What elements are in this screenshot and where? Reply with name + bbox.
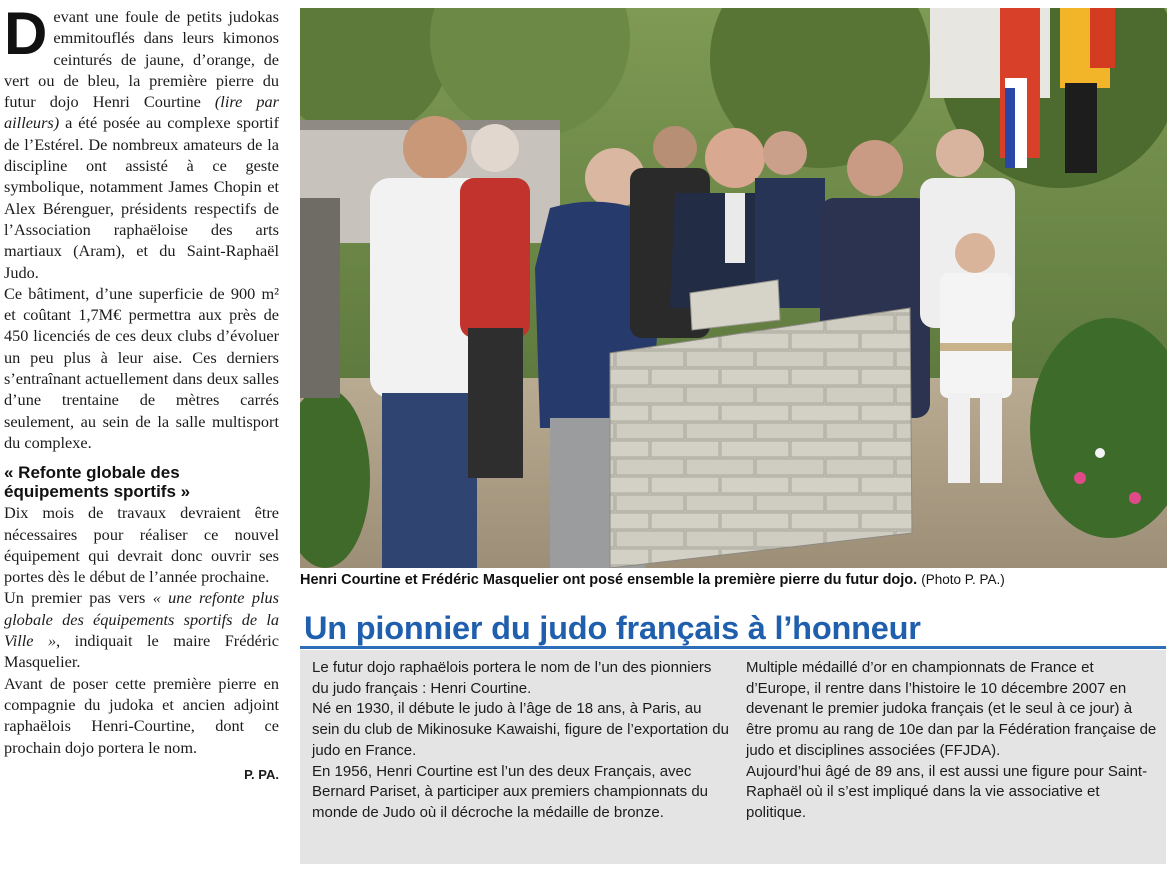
article-lead: evant une foule de petits judokas emmitouflés dans leurs kimonos ceinturés de jaune, d’orange, de vert ou de bleu, la première pierre du futur dojo Henri Courtine xyxy=(4,7,279,112)
info-box xyxy=(300,650,1166,864)
info-paragraph: Né en 1930, il débute le judo à l’âge de 18 ans, à Paris, au sein du club de Mikinosuke Kawaishi, figure de l’exportation du judo en France. xyxy=(312,700,729,759)
article-paragraph-2: Ce bâtiment, d’une superficie de 900 m² et coûtant 1,7M€ permettra aux près de 450 licenciés de ces deux clubs d’évoluer un peu plus à leur aise. Ces derniers s’entraînant actuellement dans deux salles d’une trentaine de mètres carrés seulement, au sein de la salle multisport du complexe. xyxy=(4,283,279,452)
article-paragraph-3: Dix mois de travaux devraient être nécessaires pour réaliser ce nouvel équipement qui devrait donc ouvrir ses portes dès le début de l’année prochaine. xyxy=(4,503,279,587)
info-paragraph: Multiple médaillé d’or en championnats de France et d’Europe, il rentre dans l’histoire le 10 décembre 2007 en devenant le premier judoka français (et le seul à ce jour) à être promu au rang de 10e dan par la Fédération française de judo et disciplines associées (FFJDA). xyxy=(746,659,1157,759)
article-lead-italic: (lire par ailleurs) xyxy=(4,92,279,133)
p4-start: Un premier pas vers xyxy=(4,588,153,608)
article-paragraph-5: Avant de poser cette première pierre en compagnie du judoka et ancien adjoint raphaëlois Henri-Courtine, dont ce prochain dojo portera le nom. xyxy=(4,673,279,757)
info-column-1 xyxy=(312,658,732,824)
article-column xyxy=(4,0,279,785)
info-paragraph: Aujourd’hui âgé de 89 ans, il est aussi une figure pour Saint-Raphaël où il s’est impliqué dans la vie associative et politique. xyxy=(746,762,1148,821)
headline-rule xyxy=(300,646,1166,649)
sidebar-headline: Un pionnier du judo français à l’honneur xyxy=(304,610,921,646)
caption-text: Henri Courtine et Frédéric Masquelier ont posé ensemble la première pierre du futur dojo. xyxy=(300,572,918,588)
article-lead-cont: a été posée au complexe sportif de l’Estérel. De nombreux amateurs de la discipline ont assisté à ce geste symbolique, notamment James Chopin et Alex Bérenguer, présidents respectifs de l’Association raphaëloise des arts martiaux (Aram), et du Saint-Raphaël Judo. xyxy=(4,113,279,282)
drop-cap: D xyxy=(4,0,48,67)
p4-italic-quote: « une refonte plus globale des équipements sportifs de la Ville » xyxy=(4,588,279,651)
article-paragraph-4 xyxy=(4,587,279,672)
photo-credit: (Photo P. PA.) xyxy=(921,572,1005,587)
p4-end: , indiquait le maire Frédéric Masquelier. xyxy=(4,631,279,672)
info-paragraph: Le futur dojo raphaëlois portera le nom de l’un des pionniers du judo français : Henri Courtine. xyxy=(312,659,712,697)
info-column-2 xyxy=(746,658,1158,824)
info-paragraph: En 1956, Henri Courtine est l’un des deux Français, avec Bernard Pariset, à participer aux premiers championnats du monde de Judo où il décroche la médaille de bronze. xyxy=(312,762,709,821)
article-paragraph-1 xyxy=(4,0,279,283)
photo-caption xyxy=(300,572,1168,588)
article-subhead: « Refonte globale des équipements sportifs » xyxy=(4,463,191,502)
article-signature: P. PA. xyxy=(244,766,279,782)
news-photo xyxy=(300,8,1167,568)
